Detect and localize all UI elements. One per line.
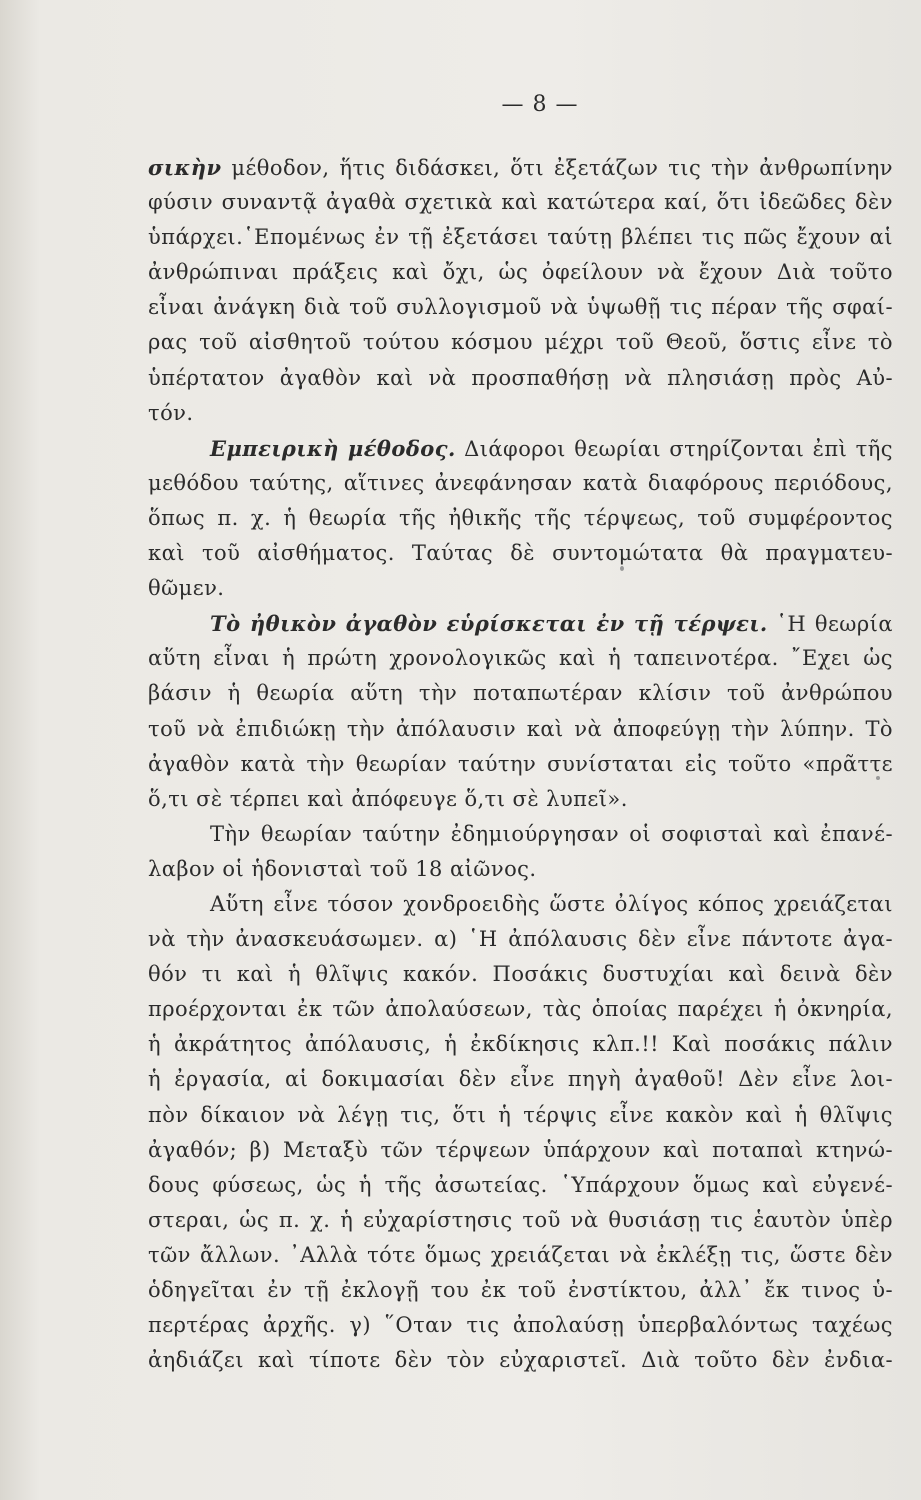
text-line bbox=[148, 957, 893, 992]
text-line bbox=[148, 571, 893, 606]
line-text: ἀγαθόν; β) Μεταξὺ τῶν τέρψεων ὑπάρχουν καὶ ποταπαὶ κτηνώ- bbox=[148, 1137, 893, 1162]
line-text: ἀνθρώπιναι πράξεις καὶ ὄχι, ὡς ὀφείλουν νὰ ἔχουν Διὰ τοῦτο bbox=[148, 260, 893, 285]
text-line bbox=[148, 1343, 893, 1378]
text-line bbox=[148, 1308, 893, 1343]
line-text: ἀηδιάζει καὶ τίποτε δὲν τὸν εὐχαριστεῖ. Διὰ τοῦτο δὲν ἐνδια- bbox=[148, 1348, 893, 1373]
line-text: μέθοδον, ἥτις διδάσκει, ὅτι ἐξετάζων τις τὴν ἀνθρωπίνην bbox=[221, 156, 893, 180]
ink-speck bbox=[620, 566, 624, 571]
text-line bbox=[148, 396, 893, 431]
line-text: Αὕτη εἶνε τόσον χονδροειδὴς ὥστε ὀλίγος κόπος χρειάζεται bbox=[210, 891, 893, 916]
text-line bbox=[148, 676, 893, 711]
line-text: ὅ,τι σὲ τέρπει καὶ ἀπόφευγε ὅ,τι σὲ λυπεῖ». bbox=[148, 786, 628, 811]
text-line bbox=[148, 1062, 893, 1097]
ink-speck bbox=[876, 776, 880, 780]
text-line bbox=[148, 1273, 893, 1308]
line-text: στεραι, ὡς π. χ. ἡ εὐχαρίστησις τοῦ νὰ θυσιάσῃ τις ἑαυτὸν ὑπὲρ bbox=[148, 1207, 893, 1232]
line-text: Τὴν θεωρίαν ταύτην ἐδημιούργησαν οἱ σοφισταὶ καὶ ἐπανέ- bbox=[210, 821, 893, 846]
text-line bbox=[148, 712, 893, 747]
line-text: λαβον οἱ ἡδονισταὶ τοῦ 18 αἰῶνος. bbox=[148, 856, 537, 881]
text-line bbox=[148, 922, 893, 957]
line-text: μεθόδου ταύτης, αἵτινες ἀνεφάνησαν κατὰ διαφόρους περιόδους, bbox=[148, 470, 893, 495]
line-text: θόν τι καὶ ἡ θλῖψις κακόν. Ποσάκις δυστυχίαι καὶ δεινὰ δὲν bbox=[148, 962, 893, 987]
text-line bbox=[148, 361, 893, 396]
text-line bbox=[148, 1098, 893, 1133]
text-line bbox=[148, 150, 893, 185]
line-text: ἡ ἐργασία, αἱ δοκιμασίαι δὲν εἶνε πηγὴ ἀγαθοῦ! Δὲν εἶνε λοι- bbox=[148, 1067, 893, 1092]
text-line bbox=[148, 992, 893, 1027]
text-line bbox=[148, 817, 893, 852]
text-line bbox=[148, 501, 893, 536]
line-text: εἶναι ἀνάγκη διὰ τοῦ συλλογισμοῦ νὰ ὑψωθῇ τις πέραν τῆς σφαί- bbox=[148, 295, 893, 320]
page-number: — 8 — bbox=[501, 92, 579, 117]
line-text: ὑπέρτατον ἀγαθὸν καὶ νὰ προσπαθήσῃ νὰ πλησιάσῃ πρὸς Αὐ- bbox=[148, 365, 893, 390]
line-text: ρας τοῦ αἰσθητοῦ τούτου κόσμου μέχρι τοῦ Θεοῦ, ὅστις εἶνε τὸ bbox=[148, 330, 893, 355]
text-line bbox=[148, 887, 893, 922]
line-text: θῶμεν. bbox=[148, 576, 225, 601]
line-text: καὶ τοῦ αἰσθήματος. Ταύτας δὲ συντομώτατα θὰ πραγματευ- bbox=[148, 541, 893, 566]
line-text: ὅπως π. χ. ἡ θεωρία τῆς ἠθικῆς τῆς τέρψεως, τοῦ συμφέροντος bbox=[148, 505, 893, 530]
line-text: φύσιν συναντᾷ ἀγαθὰ σχετικὰ καὶ κατώτερα καί, ὅτι ἰδεῶδες δὲν bbox=[148, 190, 893, 215]
text-line bbox=[148, 1133, 893, 1168]
text-line bbox=[148, 290, 893, 325]
line-text: ὑπάρχει.῾Επομένως ἐν τῇ ἐξετάσει ταύτῃ βλέπει τις πῶς ἔχουν αἱ bbox=[148, 225, 893, 250]
text-line bbox=[148, 220, 893, 255]
text-line bbox=[148, 1203, 893, 1238]
text-line bbox=[148, 1027, 893, 1062]
text-line bbox=[148, 185, 893, 220]
text-line bbox=[148, 1238, 893, 1273]
text-line bbox=[148, 255, 893, 290]
line-text: Διάφοροι θεωρίαι στηρίζονται ἐπὶ τῆς bbox=[455, 436, 893, 461]
line-text: προέρχονται ἐκ τῶν ἀπολαύσεων, τὰς ὁποίας παρέχει ἡ ὀκνηρία, bbox=[148, 997, 893, 1022]
text-line bbox=[148, 641, 893, 676]
text-line bbox=[148, 606, 893, 641]
text-line bbox=[148, 852, 893, 887]
text-line bbox=[148, 1168, 893, 1203]
line-text: τῶν ἄλλων. ᾿Αλλὰ τότε ὅμως χρειάζεται νὰ ἐκλέξῃ τις, ὥστε δὲν bbox=[148, 1242, 893, 1267]
line-text: τοῦ νὰ ἐπιδιώκῃ τὴν ἀπόλαυσιν καὶ νὰ ἀποφεύγῃ τὴν λύπην. Τὸ bbox=[148, 716, 893, 741]
bold-heading-text: Τὸ ἠθικὸν ἀγαθὸν εὑρίσκεται ἐν τῇ τέρψει. bbox=[210, 611, 768, 637]
line-text: βάσιν ἡ θεωρία αὕτη τὴν ποταπωτέραν κλίσιν τοῦ ἀνθρώπου bbox=[148, 681, 893, 706]
line-text: περτέρας ἀρχῆς. γ) ῞Οταν τις ἀπολαύσῃ ὑπερβαλόντως ταχέως bbox=[148, 1313, 893, 1338]
line-text: πὸν δίκαιον νὰ λέγῃ τις, ὅτι ἡ τέρψις εἶνε κακὸν καὶ ἡ θλῖψις bbox=[148, 1102, 893, 1127]
line-text: ὁδηγεῖται ἐν τῇ ἐκλογῇ του ἐκ τοῦ ἐνστίκτου, ἀλλ᾿ ἔκ τινος ὑ- bbox=[148, 1278, 893, 1302]
line-text: αὕτη εἶναι ἡ πρώτη χρονολογικῶς καὶ ἡ ταπεινοτέρα. ῎Εχει ὡς bbox=[148, 646, 893, 671]
line-text: ῾Η θεωρία bbox=[767, 612, 893, 637]
text-line bbox=[148, 747, 893, 782]
line-text: τόν. bbox=[148, 400, 194, 425]
text-line bbox=[148, 466, 893, 501]
body-text bbox=[148, 150, 893, 1378]
line-text: ἡ ἀκράτητος ἀπόλαυσις, ἡ ἐκδίκησις κλπ.!! Καὶ ποσάκις πάλιν bbox=[148, 1032, 893, 1057]
text-line bbox=[148, 536, 893, 571]
text-line bbox=[148, 782, 893, 817]
bold-heading-text: Εμπειρικὴ μέθοδος. bbox=[210, 435, 456, 461]
line-text: ἀγαθὸν κατὰ τὴν θεωρίαν ταύτην συνίσταται εἰς τοῦτο «πρᾶττε bbox=[148, 751, 893, 776]
bold-heading-text: σικὴν bbox=[148, 155, 222, 180]
line-text: νὰ τὴν ἀνασκευάσωμεν. α) ῾Η ἀπόλαυσις δὲν εἶνε πάντοτε ἀγα- bbox=[148, 927, 893, 952]
text-line bbox=[148, 325, 893, 360]
text-line bbox=[148, 431, 893, 466]
line-text: δους φύσεως, ὡς ἡ τῆς ἀσωτείας. ῾Υπάρχουν ὅμως καὶ εὐγενέ- bbox=[148, 1172, 893, 1197]
